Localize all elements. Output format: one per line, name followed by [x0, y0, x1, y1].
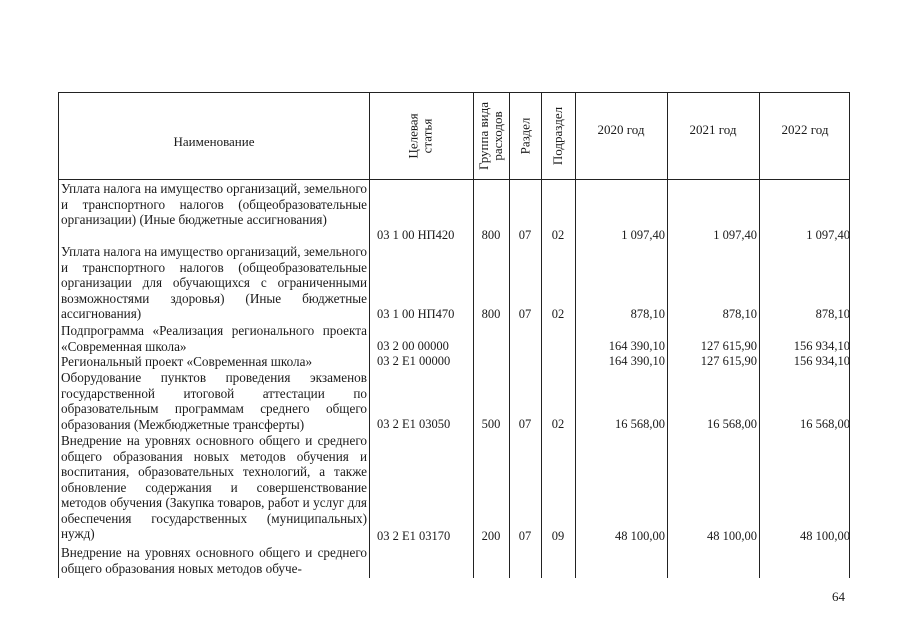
header-subsection	[541, 93, 575, 179]
row-2-2021: 878,10	[722, 307, 757, 321]
row-1-2020: 1 097,40	[621, 228, 665, 242]
row-3-2022: 156 934,10	[793, 339, 850, 353]
header-section	[509, 93, 541, 179]
header-target-article	[369, 93, 473, 179]
row-1-2021: 1 097,40	[713, 228, 757, 242]
row-5-code: 03 2 E1 03050	[377, 417, 451, 431]
row-4-name: Региональный проект «Современная школа»	[61, 354, 313, 369]
row-6-2021: 48 100,00	[707, 529, 757, 543]
row-5-2021: 16 568,00	[707, 417, 757, 431]
row-5-subsection: 02	[551, 417, 565, 431]
row-3-2021: 127 615,90	[700, 339, 757, 353]
row-5-name: Оборудование пунктов проведения экзаменов государственной итоговой аттестации по образовательным программам среднего общего образования (Межбюджетные трансферты)	[61, 370, 367, 432]
header-target-article-line1: Целевая	[405, 113, 421, 159]
row-2-group: 800	[481, 307, 501, 321]
row-2-2022: 878,10	[815, 307, 850, 321]
row-2-subsection: 02	[551, 307, 565, 321]
row-1-section: 07	[518, 228, 532, 242]
row-1-name: Уплата налога на имущество организаций, земельного и транспортного налогов (общеобразовательные организации) (Иные бюджетные ассигнования)	[61, 181, 367, 227]
header-target-article-text	[407, 113, 435, 158]
row-6-2020: 48 100,00	[615, 529, 665, 543]
row-4-2020: 164 390,10	[608, 354, 665, 368]
row-1-group: 800	[481, 228, 501, 242]
header-year-2021	[667, 87, 759, 173]
budget-table	[58, 92, 850, 578]
header-section-text: Раздел	[517, 117, 532, 155]
row-1-subsection: 02	[551, 228, 565, 242]
row-5-group: 500	[481, 417, 501, 431]
header-target-article-line2: статья	[419, 118, 435, 154]
header-expense-group-line2: расходов	[490, 111, 506, 161]
row-2-code: 03 1 00 НП470	[377, 307, 455, 321]
row-3-2020: 164 390,10	[608, 339, 665, 353]
row-6-group: 200	[481, 529, 501, 543]
header-year-2020	[575, 87, 667, 173]
row-1-2022: 1 097,40	[806, 228, 850, 242]
row-4-code: 03 2 E1 00000	[377, 354, 451, 368]
row-6-section: 07	[518, 529, 532, 543]
header-expense-group-line1: Группа вида	[476, 102, 492, 170]
header-year-2022-text: 2022 год	[781, 122, 829, 137]
row-6-name: Внедрение на уровнях основного общего и среднего общего образования новых методов обучения и воспитания, образовательных технологий, а также обновление содержания и совершенствование методов обучения (Закупка товаров, работ и услуг для обеспечения государственных (муниципальных) нужд)	[61, 433, 367, 541]
row-4-2022: 156 934,10	[793, 354, 850, 368]
header-year-2022	[759, 87, 851, 173]
header-year-2020-text: 2020 год	[597, 122, 645, 137]
row-2-name: Уплата налога на имущество организаций, земельного и транспортного налогов (общеобразовательные организации для обучающихся с ограниченными возможностями здоровья) (Иные бюджетные ассигнования)	[61, 244, 367, 321]
row-3-name: Подпрограмма «Реализация регионального проекта «Современная школа»	[61, 323, 367, 354]
row-4-2021: 127 615,90	[700, 354, 757, 368]
row-6-2022: 48 100,00	[800, 529, 850, 543]
header-name	[59, 99, 369, 185]
page-number: 64	[832, 589, 845, 604]
header-subsection-text: Подраздел	[550, 106, 566, 166]
row-2-section: 07	[518, 307, 532, 321]
row-2-2020: 878,10	[630, 307, 665, 321]
row-6-subsection: 09	[551, 529, 565, 543]
row-5-section: 07	[518, 417, 532, 431]
row-3-code: 03 2 00 00000	[377, 339, 449, 353]
row-6-code: 03 2 E1 03170	[377, 529, 451, 543]
row-5-2022: 16 568,00	[800, 417, 850, 431]
row-7-name: Внедрение на уровнях основного общего и среднего общего образования новых методов обуче-	[61, 545, 367, 576]
header-expense-group	[473, 93, 509, 179]
header-name-text: Наименование	[173, 134, 255, 149]
header-expense-group-text	[477, 102, 505, 170]
header-year-2021-text: 2021 год	[689, 122, 737, 137]
row-5-2020: 16 568,00	[615, 417, 665, 431]
row-1-code: 03 1 00 НП420	[377, 228, 455, 242]
